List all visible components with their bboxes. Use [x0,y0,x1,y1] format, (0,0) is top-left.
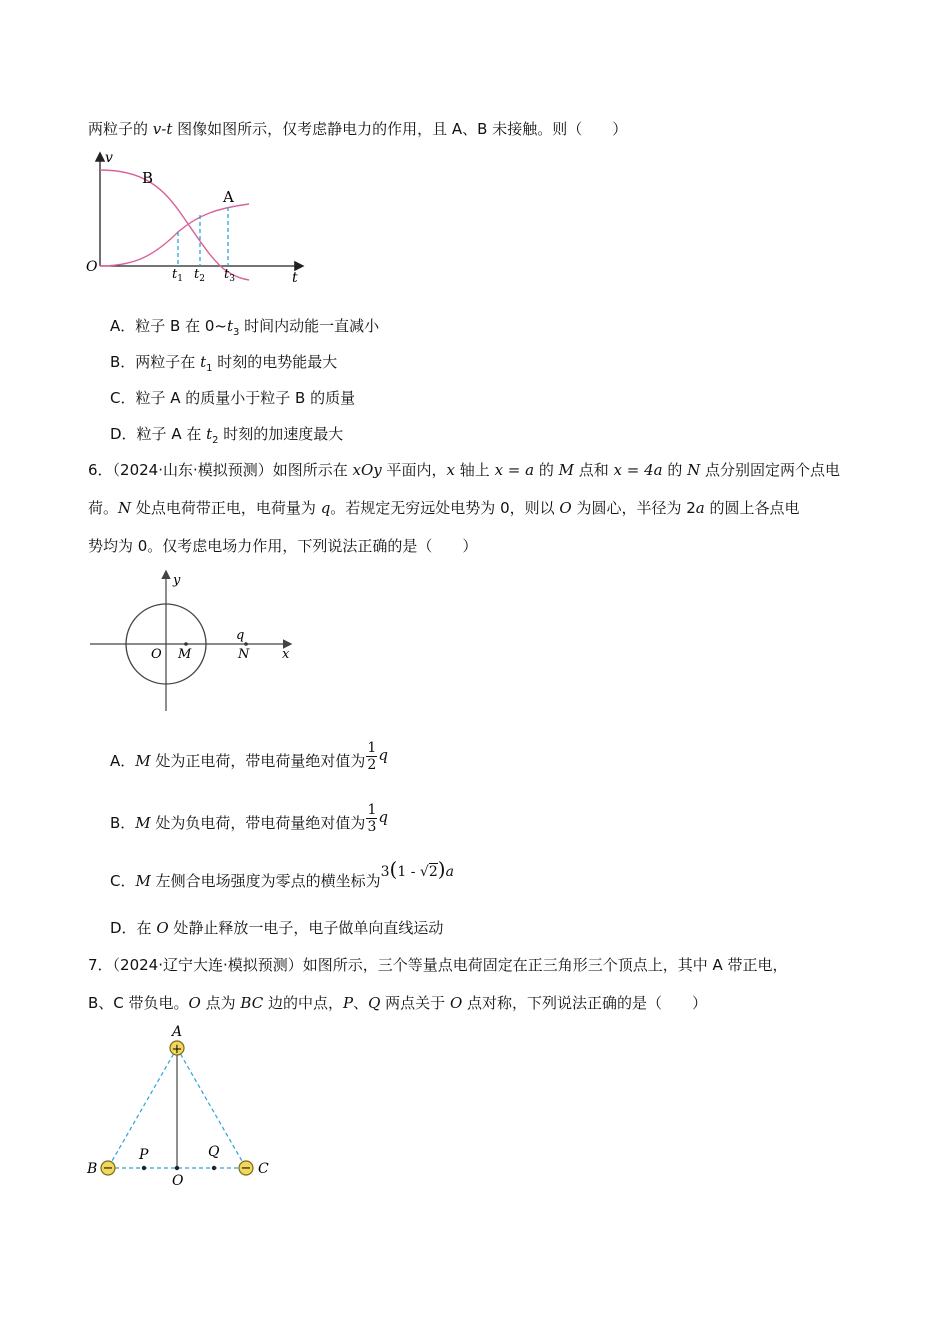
q5-label-o: O [86,259,98,275]
q6-label-y: y [173,573,181,588]
q6-stem-line-3: 势均为 0。仅考虑电场力作用，下列说法正确的是（ ） [88,537,478,555]
q6-circle-graph [86,566,300,714]
q5-option-c: C．粒子 A 的质量小于粒子 B 的质量 [110,389,356,407]
q7-label-o: O [172,1173,184,1189]
q7-label-a: A [172,1024,183,1040]
q6-point-n [244,642,248,646]
q6-point-m [184,642,188,646]
q7-label-q: Q [208,1144,220,1160]
q6-stem-line-2: 荷。N 处点电荷带正电，电荷量为 q。若规定无穷远处电势为 0，则以 O 为圆心，半径为 2a 的圆上各点电 [88,499,800,517]
q5-option-d: D．粒子 A 在 $t_2$ 时刻的加速度最大 [110,425,344,446]
q7-stem-line-2: B、C 带负电。O 点为 BC 边的中点，P、Q 两点关于 O 点对称，下列说法正确的是（ ） [88,994,708,1012]
q7-point-p [142,1166,146,1170]
q6-option-b: B．M 处为负电荷，带电荷量绝对值为 $\frac{1}{3}$ q [110,802,388,835]
q5-label-t1: $t_1$ [172,267,183,284]
q7-stem-line-1: 7．（2024·辽宁大连·模拟预测）如图所示，三个等量点电荷固定在正三角形三个顶点上，其中 A 带正电， [88,956,788,974]
q7-point-q [212,1166,216,1170]
q6-label-x: x [282,647,290,662]
q7-label-p: P [139,1147,149,1163]
q5-label-b: B [142,169,154,187]
q7-label-b: B [87,1161,98,1177]
q6-label-o: O [151,647,162,662]
q5-label-t3: $t_3$ [224,267,235,284]
q6-stem-line-1: 6．（2024·山东·模拟预测）如图所示在 xOy 平面内，x 轴上 x = a 的 M 点和 x = 4a 的 N 点分别固定两个点电 [88,461,841,479]
q6-label-m: M [178,647,192,662]
q5-label-t2: $t_2$ [194,267,205,284]
q5-stem: 两粒子的 v-t 图像如图所示，仅考虑静电力的作用，且 A、B 未接触。则（ ） [88,120,628,138]
q5-option-a: A．粒子 B 在 $0\sim t_3$ 时间内动能一直减小 [110,317,380,338]
q6-option-d: D．在 O 处静止释放一电子，电子做单向直线运动 [110,919,444,937]
q7-point-o [175,1166,179,1170]
q7-minus-icon-c: − [240,1161,252,1176]
q5-label-v: v [105,150,113,166]
q5-curve-a [100,204,249,266]
q5-label-t: t [292,270,298,286]
q6-option-c: C．M 左侧合电场强度为零点的横坐标为3(1 - √2)a [110,857,454,890]
q5-vt-graph [84,148,314,288]
q7-minus-icon-b: − [102,1161,114,1176]
q6-option-a: A．M 处为正电荷，带电荷量绝对值为 $\frac{1}{2}$ q [110,740,388,773]
q5-label-a: A [223,188,234,206]
q5-option-b: B．两粒子在 $t_1$ 时刻的电势能最大 [110,353,338,374]
q7-label-c: C [258,1161,269,1177]
q7-plus-icon: + [171,1042,183,1057]
q6-label-q: q [236,628,245,643]
q7-triangle-graph [82,1020,282,1190]
q6-label-n: N [238,647,250,662]
